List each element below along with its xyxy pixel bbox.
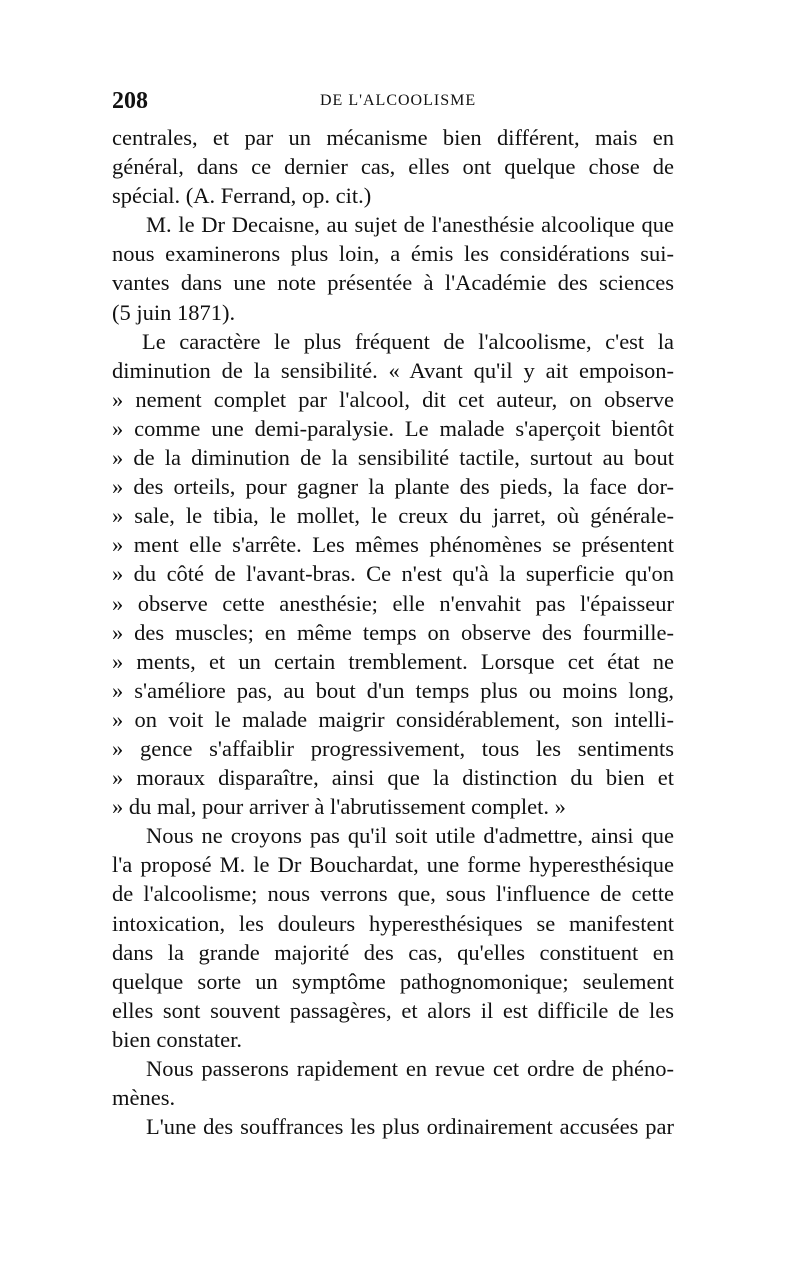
text-line: » ment elle s'arrête. Les mêmes phénomènes se présentent bbox=[112, 532, 674, 558]
text-line: » nement complet par l'alcool, dit cet auteur, on observe bbox=[112, 386, 674, 412]
text-line: dans la grande majorité des cas, qu'elles constituent en bbox=[112, 939, 674, 965]
text-line: quelque sorte un symptôme pathognomonique; seulement bbox=[112, 968, 674, 994]
text-line: centrales, et par un mécanisme bien différent, mais en bbox=[112, 125, 674, 150]
text-line: » on voit le malade maigrir considérablement, son intelli- bbox=[112, 706, 674, 732]
text-line: » du mal, pour arriver à l'abrutissement complet. » bbox=[112, 794, 566, 820]
body-text bbox=[112, 123, 674, 1141]
running-title: DE L'ALCOOLISME bbox=[320, 92, 477, 109]
text-line: » du côté de l'avant-bras. Ce n'est qu'à la superficie qu'on bbox=[112, 561, 674, 587]
text-line: Nous passerons rapidement en revue cet ordre de phéno- bbox=[146, 1056, 674, 1081]
text-line: bien constater. bbox=[112, 1026, 242, 1052]
text-line: » s'améliore pas, au bout d'un temps plus ou moins long, bbox=[112, 677, 674, 703]
text-line: » comme une demi-paralysie. Le malade s'aperçoit bientôt bbox=[112, 415, 674, 441]
text-line: » de la diminution de la sensibilité tactile, surtout au bout bbox=[112, 445, 674, 471]
text-line: » gence s'affaiblir progressivement, tous les sentiments bbox=[112, 735, 674, 761]
text-line: » observe cette anesthésie; elle n'envahit pas l'épaisseur bbox=[112, 590, 674, 616]
text-line: de l'alcoolisme; nous verrons que, sous l'influence de cette bbox=[112, 881, 674, 907]
text-line: l'a proposé M. le Dr Bouchardat, une forme hyperesthésique bbox=[112, 852, 674, 878]
text-line: (5 juin 1871). bbox=[112, 299, 236, 325]
text-line: » ments, et un certain tremblement. Lorsque cet état ne bbox=[112, 648, 674, 674]
page-header bbox=[112, 88, 672, 118]
text-line: Le caractère le plus fréquent de l'alcoolisme, c'est la bbox=[142, 328, 674, 354]
text-line: spécial. (A. Ferrand, op. cit.) bbox=[112, 183, 372, 209]
text-line: général, dans ce dernier cas, elles ont quelque chose de bbox=[112, 154, 674, 180]
text-line: vantes dans une note présentée à l'Académie des sciences bbox=[112, 270, 674, 296]
text-line: elles sont souvent passagères, et alors il est difficile de les bbox=[112, 997, 674, 1023]
text-line: » des muscles; en même temps on observe des fourmille- bbox=[112, 619, 674, 645]
text-line: » des orteils, pour gagner la plante des pieds, la face dor- bbox=[112, 474, 674, 500]
text-line: intoxication, les douleurs hyperesthésiques se manifestent bbox=[112, 910, 674, 936]
text-line: » sale, le tibia, le mollet, le creux du jarret, où générale- bbox=[112, 503, 674, 529]
text-line: » moraux disparaître, ainsi que la distinction du bien et bbox=[112, 765, 674, 791]
text-line: nous examinerons plus loin, a émis les considérations sui- bbox=[112, 241, 674, 267]
text-line: mènes. bbox=[112, 1085, 176, 1111]
page-number: 208 bbox=[112, 88, 148, 114]
text-line: M. le Dr Decaisne, au sujet de l'anesthésie alcoolique que bbox=[146, 212, 674, 238]
text-line: Nous ne croyons pas qu'il soit utile d'admettre, ainsi que bbox=[146, 823, 674, 849]
text-line: diminution de la sensibilité. « Avant qu'il y ait empoison- bbox=[112, 357, 674, 383]
text-line: L'une des souffrances les plus ordinairement accusées par bbox=[146, 1114, 674, 1140]
